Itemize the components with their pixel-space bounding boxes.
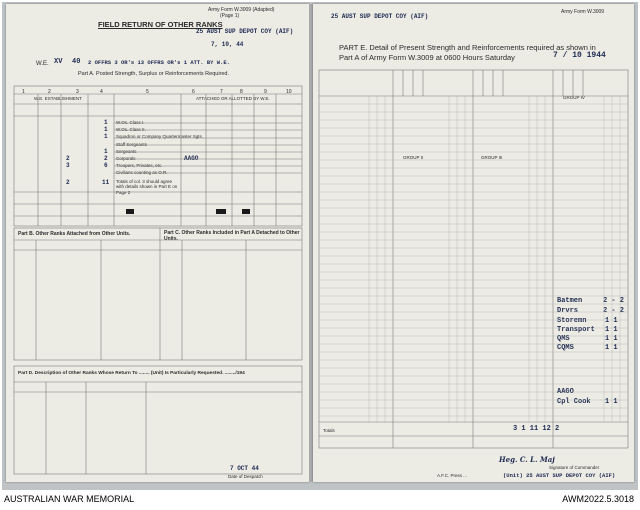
rank-row-label: Sergeants <box>116 149 137 154</box>
footer-accession-number: AWM2022.5.3018 <box>562 494 634 504</box>
col-number: 2 <box>48 89 51 95</box>
officers-line: 2 OFFRS 3 OR's 13 OFFRS OR's 1 ATT. BY W.E. <box>88 59 230 66</box>
col-number: 7 <box>220 89 223 95</box>
col-number: 9 <box>264 89 267 95</box>
we-establishment-heading: W.E. ESTABLISHMENT <box>34 96 82 101</box>
part-b-title: Part B. Other Ranks Attached from Other Units. <box>18 231 131 237</box>
col3-value: 2 <box>104 155 108 162</box>
aago-entry: AAGO <box>184 155 199 162</box>
we-number: 40 <box>72 58 81 66</box>
rank-row-label: Civilians counting as O.R. <box>116 170 168 175</box>
entry-value: 1 1 <box>605 344 618 352</box>
col2-value: 3 <box>66 162 70 169</box>
col3-value: 11 <box>102 179 110 186</box>
entry-label: Drvrs <box>557 307 579 315</box>
entry-value: 2 - 2 <box>603 307 625 315</box>
col2-value: 2 <box>66 155 70 162</box>
entry-label: Batmen <box>557 297 583 305</box>
unit-bottom-stamp: (Unit) 25 AUST SUP DEPOT COY (AIF) <box>503 472 616 479</box>
col-number: 5 <box>146 89 149 95</box>
rank-row-label: Corporals <box>116 156 136 161</box>
left-page <box>6 4 309 482</box>
form-page: (Page 1) <box>220 13 240 19</box>
col-number: 4 <box>100 89 103 95</box>
part-c-title: Part C. Other Ranks Included in Part A Detached to Other Units. <box>164 230 300 242</box>
col3-value: 1 <box>104 126 108 133</box>
entry-label: Storemn <box>557 317 587 325</box>
entry-value: 2 - 2 <box>603 297 625 305</box>
station-note: A.F.C. Press ... <box>437 473 468 478</box>
entry-label: Transport <box>557 326 595 334</box>
footer-institution: AUSTRALIAN WAR MEMORIAL <box>4 494 135 504</box>
signature-caption: Signature of Commander <box>549 465 600 470</box>
commander-signature: Heg. C. L. Maj <box>499 455 555 464</box>
part-e-title: PART E. Detail of Present Strength and Reinforcements required as shown in <box>339 43 596 52</box>
unit-stamp: 25 AUST SUP DEPOT COY (AIF) <box>196 28 294 35</box>
form-reference-right: Army Form W.3009 <box>561 9 605 15</box>
unit-stamp-right: 25 AUST SUP DEPOT COY (AIF) <box>331 13 429 20</box>
entry-label: CQMS <box>557 344 574 352</box>
left-page-grid <box>6 4 309 482</box>
rank-row-label: Squadron or Company Quartermaster Sgts. <box>116 134 204 139</box>
rank-row-label: Staff Sergeants <box>116 142 147 147</box>
part-e-title2: Part A of Army Form W.3009 at 0600 Hours Saturday <box>339 53 515 62</box>
despatch-caption: Date of Despatch <box>228 474 263 479</box>
col-number: 1 <box>22 89 25 95</box>
entry-value: 1 1 <box>605 335 618 343</box>
rank-row-label: W.Os. Class I. <box>116 120 145 125</box>
rank-row-label: Totals of col. 3 should agree with details shown in Part E on Page 2 <box>116 179 178 195</box>
report-date: 7 / 10 1944 <box>553 51 606 60</box>
group-heading: GROUP IV <box>563 95 585 100</box>
rank-row-label: W.Os. Class II. <box>116 127 146 132</box>
entry-value: 1 1 <box>605 326 618 334</box>
right-page-grid <box>313 4 634 482</box>
col3-value: 6 <box>104 162 108 169</box>
part-a-title: Part A. Posted Strength, Surplus or Reinforcements Required. <box>78 71 230 77</box>
entry-label: QMS <box>557 335 570 343</box>
right-page <box>313 4 634 482</box>
week-ending-label: W.E. <box>36 61 49 67</box>
form-title: FIELD RETURN OF OTHER RANKS <box>98 20 223 29</box>
col-number: 10 <box>286 89 292 95</box>
entry-value: 1 1 <box>605 317 618 325</box>
col3-value: 1 <box>104 133 108 140</box>
col-number: 6 <box>192 89 195 95</box>
part-d-title: Part D. Description of Other Ranks Whose Return To ........ (Unit) Is Particularly Requested. ......../194 <box>18 371 245 376</box>
totals-label: Totals <box>323 428 335 433</box>
rank-row-label: Troopers, Privates, etc. <box>116 163 163 168</box>
aago-entry-value: 1 1 <box>605 398 618 406</box>
we-value: XV <box>54 58 63 66</box>
form-reference: Army Form W.3009 (Adapted) <box>208 7 275 13</box>
group-heading: GROUP II <box>403 155 424 160</box>
col2-value: 2 <box>66 179 70 186</box>
col3-value: 1 <box>104 119 108 126</box>
col3-value: 1 <box>104 148 108 155</box>
aago-entry-label: Cpl Cook <box>557 398 591 406</box>
typed-date: 7, 10, 44 <box>211 41 244 48</box>
aago-heading: AAGO <box>557 388 574 396</box>
despatch-date: 7 OCT 44 <box>230 465 259 472</box>
attached-heading: ATTACHED OR ALLOTTED BY W.E. <box>196 96 270 101</box>
group-heading: GROUP III <box>481 155 503 160</box>
col-number: 3 <box>76 89 79 95</box>
totals-values: 3 1 11 12 2 <box>513 425 560 433</box>
col-number: 8 <box>240 89 243 95</box>
